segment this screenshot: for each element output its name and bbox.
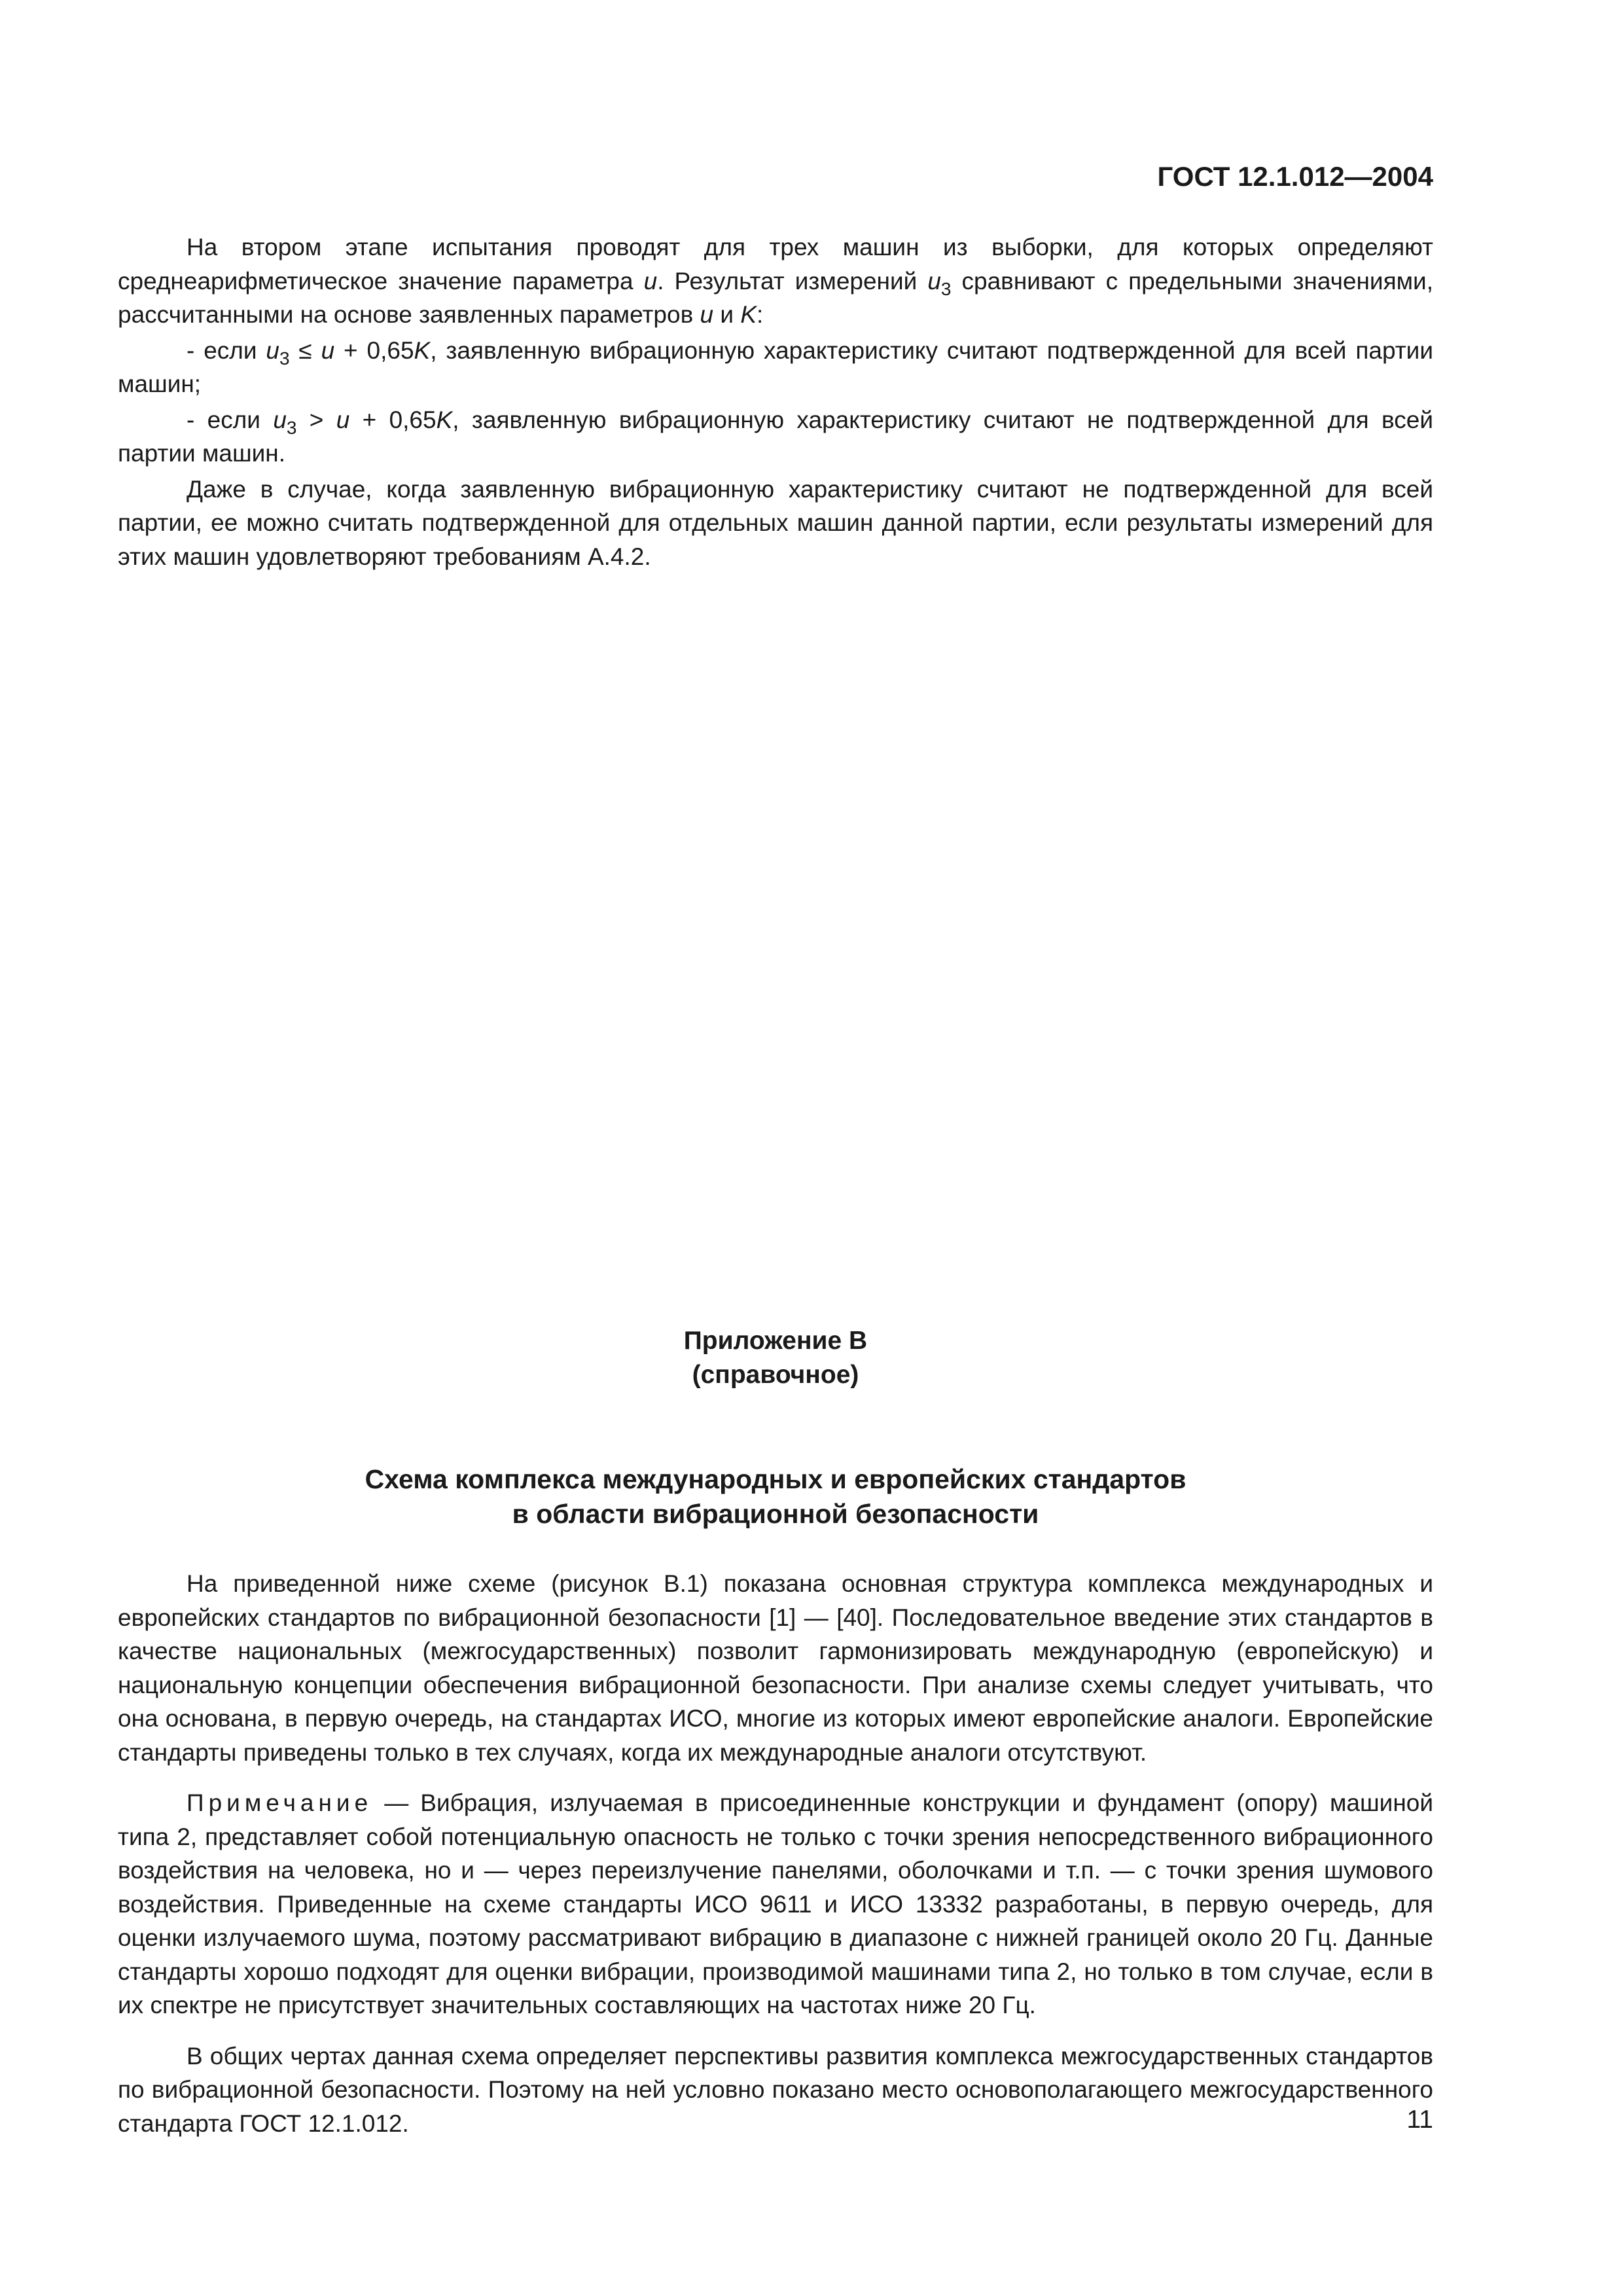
top-section	[118, 230, 1433, 575]
paragraph-partial-confirmation: Даже в случае, когда заявленную вибрационную характеристику считают не подтвержденной для всей партии, ее можно считать подтвержденной для отдельных машин данной партии, если результаты измерений для этих машин удовлетворяют требованиям А.4.2.	[118, 475, 1433, 570]
list-item-not-confirmed: - если $u_3 > u + 0,65K$, заявленную вибрационную характеристику считают не подтвержденной для всей партии машин.	[118, 406, 1434, 467]
appendix-heading	[118, 1324, 1433, 1392]
appendix-label: Приложение В	[683, 1327, 868, 1355]
document-number-header: ГОСТ 12.1.012—2004	[1157, 161, 1433, 192]
page-number: 11	[1406, 2106, 1433, 2134]
paragraph-second-stage: На втором этапе испытания проводят для трех машин из выборки, для которых определяют среднеарифметическое значение параметра u. Результат измерений $u_3$ сравнивают с предельными значениями, рассчитанными на основе заявленных параметров u и K:	[118, 234, 1433, 328]
appendix-type: (справочное)	[692, 1361, 859, 1389]
note-label: Примечание	[187, 1789, 373, 1816]
appendix-title	[118, 1462, 1433, 1532]
paragraph-scheme-description: На приведенной ниже схеме (рисунок В.1) показана основная структура комплекса международных и европейских стандартов по вибрационной безопасности [1] — [40]. Последовательное введение этих стандартов в качестве национальных (межгосударственных) позволит гармонизировать международную (европейскую) и национальную концепции обеспечения вибрационной безопасности. При анализе схемы следует учитывать, что она основана, в первую очередь, на стандартах ИСО, многие из которых имеют европейские аналоги. Европейские стандарты приведены только в тех случаях, когда их международные аналоги отсутствуют.	[118, 1570, 1433, 1766]
list-item-confirmed: - если $u_3 \le u + 0,65K$, заявленную вибрационную характеристику считают подтвержденной для всей партии машин;	[118, 336, 1433, 397]
note-text: — Вибрация, излучаемая в присоединенные конструкции и фундамент (опору) машиной типа 2, представляет собой потенциальную опасность не только с точки зрения непосредственного вибрационного воздействия на человека, но и — через переизлучение панелями, оболочками и т.п. — с точки зрения шумового воздействия. Приведенные на схеме стандарты ИСО 9611 и ИСО 13332 разработаны, в первую очередь, для оценки излучаемого шума, поэтому рассматривают вибрацию в диапазоне с нижней границей около 20 Гц. Данные стандарты хорошо подходят для оценки вибрации, производимой машинами типа 2, но только в том случае, если в их спектре не присутствует значительных составляющих на частотах ниже 20 Гц.	[118, 1789, 1433, 2018]
appendix-title-line-2: в области вибрационной безопасности	[512, 1499, 1039, 1529]
appendix-title-line-1: Схема комплекса международных и европейских стандартов	[365, 1464, 1186, 1494]
note-paragraph	[118, 1786, 1433, 2022]
paragraph-perspectives: В общих чертах данная схема определяет перспективы развития комплекса межгосударственных стандартов по вибрационной безопасности. Поэтому на ней условно показано место основополагающего межгосударственного стандарта ГОСТ 12.1.012.	[118, 2042, 1433, 2137]
appendix-body	[118, 1567, 1433, 2157]
